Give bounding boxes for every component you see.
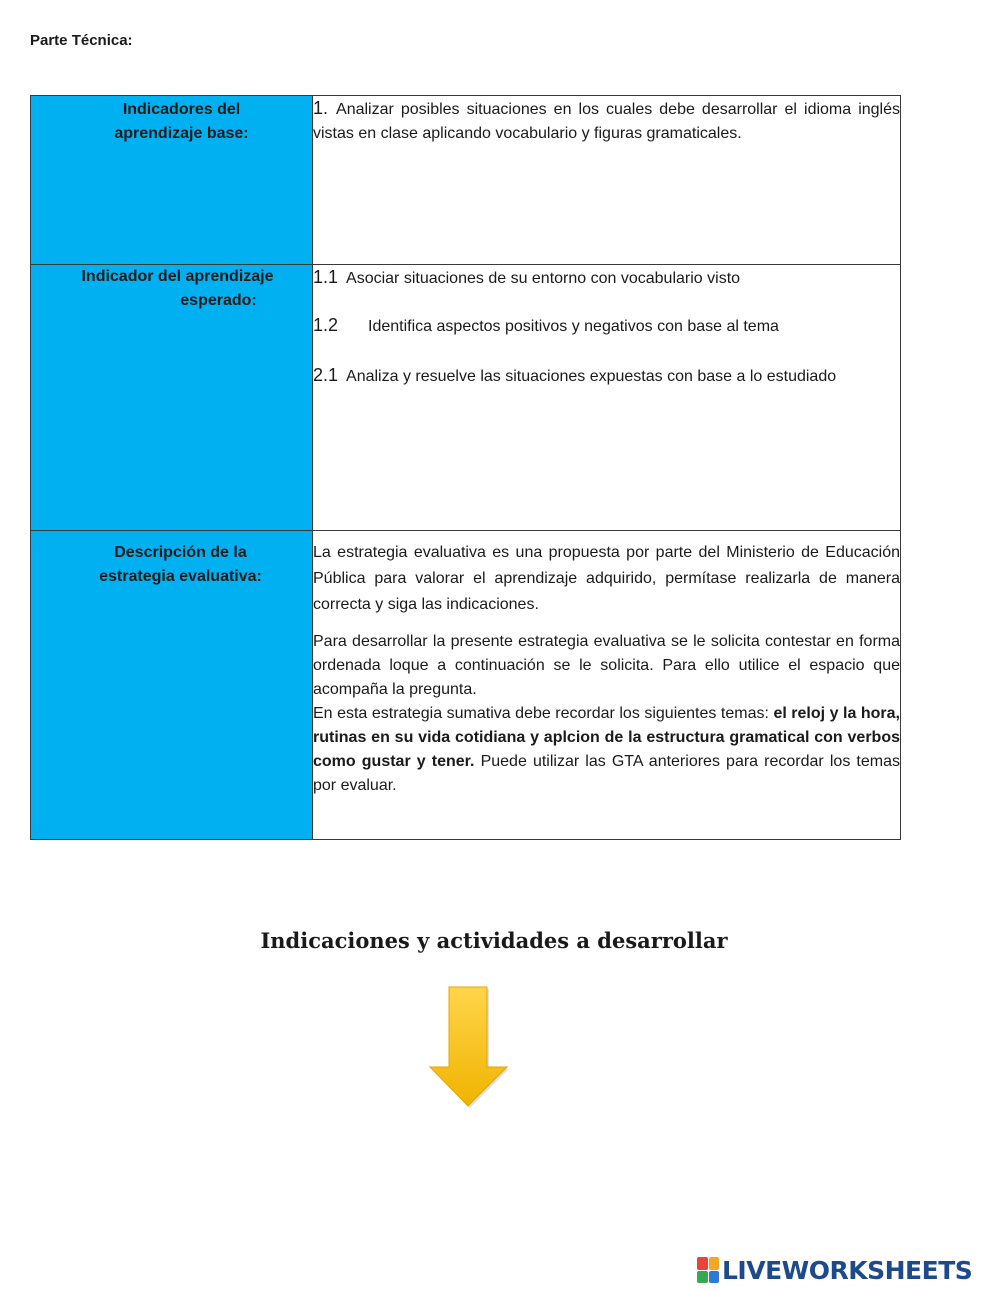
- row-label-line: Descripción de la: [114, 544, 247, 561]
- row-label-cell: [31, 531, 313, 840]
- row-content-cell: [313, 265, 901, 531]
- item-text: Analizar posibles situaciones en los cuales debe desarrollar el idioma inglés vistas en clase aplicando vocabulario y figuras gramaticales.: [313, 101, 900, 142]
- topics-highlight: el reloj y la hora, rutinas en su vida cotidiana y aplcion de la estructura gramatical con verbos como gustar y tener.: [313, 705, 900, 770]
- item-text: Identifica aspectos positivos y negativos con base al tema: [368, 318, 779, 335]
- description-paragraph: [313, 702, 900, 798]
- item-text: Analiza y resuelve las situaciones expuestas con base a lo estudiado: [346, 368, 837, 385]
- logo-mark-icon: [697, 1257, 719, 1283]
- row-label-line: aprendizaje base:: [114, 125, 249, 142]
- table-row: [31, 96, 901, 265]
- logo-mark-tile: [697, 1271, 708, 1284]
- list-item: [313, 363, 900, 389]
- activities-heading: Indicaciones y actividades a desarrollar: [260, 928, 728, 953]
- logo-mark-tile: [697, 1257, 708, 1270]
- logo-mark-tile: [709, 1271, 720, 1284]
- description-paragraph: La estrategia evaluativa es una propuesta por parte del Ministerio de Educación Pública para valorar el aprendizaje adquirido, permítase realizarla de manera correcta y siga las indicaciones.: [313, 544, 900, 613]
- table-row: [31, 265, 901, 531]
- liveworksheets-logo: [697, 1254, 972, 1286]
- list-item: [313, 313, 900, 339]
- technical-table: [30, 95, 901, 840]
- row-label-line: esperado:: [180, 292, 257, 309]
- paragraph-intro: En esta estrategia sumativa debe recordar los siguientes temas:: [313, 705, 774, 722]
- row-label-line: Indicador del aprendizaje: [81, 268, 274, 285]
- row-label-line: estrategia evaluativa:: [99, 568, 262, 585]
- item-text: Asociar situaciones de su entorno con vocabulario visto: [346, 270, 741, 287]
- section-title: Parte Técnica:: [30, 32, 133, 49]
- item-number: 2.1: [313, 365, 339, 385]
- table-row: [31, 531, 901, 840]
- description-paragraph: Para desarrollar la presente estrategia evaluativa se le solicita contestar en forma ordenada loque a continuación se le solicita. Para ello utilice el espacio que acompaña la pregunta.: [313, 633, 900, 698]
- row-label-line: Indicadores del: [122, 101, 241, 118]
- row-content-cell: [313, 96, 901, 265]
- down-arrow-icon: [428, 984, 510, 1110]
- base-indicator-item: [313, 96, 900, 146]
- row-label-cell: [31, 265, 313, 531]
- item-number: 1.2: [313, 315, 339, 335]
- row-content-cell: [313, 531, 901, 840]
- item-number: 1.: [313, 98, 329, 118]
- logo-mark-tile: [709, 1257, 720, 1270]
- item-number: 1.1: [313, 267, 339, 287]
- logo-text: LIVEWORKSHEETS: [722, 1255, 973, 1285]
- list-item: [313, 265, 900, 291]
- row-label-cell: [31, 96, 313, 265]
- paragraph-end: Puede utilizar las GTA anteriores para recordar los temas por evaluar.: [313, 753, 900, 794]
